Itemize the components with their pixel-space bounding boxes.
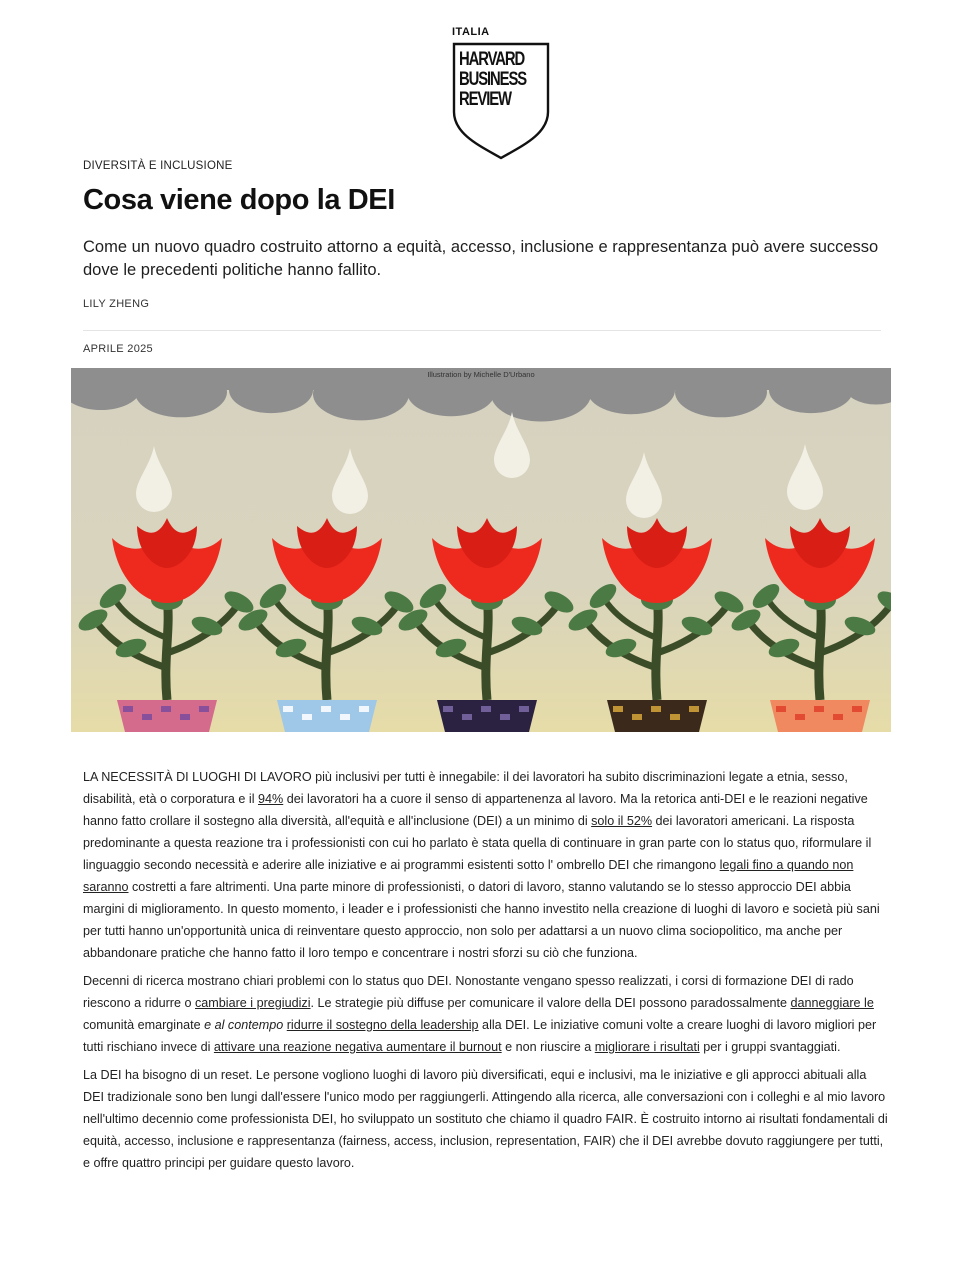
body-paragraph: [83, 970, 888, 1058]
inline-link[interactable]: 94%: [258, 792, 284, 806]
inline-link[interactable]: danneggiare le: [790, 996, 874, 1010]
hero-illustration: [71, 368, 891, 732]
inline-link[interactable]: attivare una reazione negativa aumentare il burnout: [213, 1040, 502, 1054]
body-text: alla DEI. Le iniziative comuni volte a creare luoghi di lavoro migliori per tutti rischiano invece di: [83, 1018, 877, 1054]
article-dek: Come un nuovo quadro costruito attorno a equità, accesso, inclusione e rappresentanza può avere successo dove le precedenti politiche hanno fallito.: [83, 238, 879, 279]
hbr-logo[interactable]: [452, 42, 550, 160]
article-author[interactable]: LILY ZHENG: [83, 298, 150, 310]
inline-link[interactable]: solo il 52%: [591, 814, 653, 828]
body-text: per i gruppi svantaggiati.: [699, 1040, 841, 1054]
article-kicker[interactable]: DIVERSITÀ E INCLUSIONE: [83, 160, 233, 172]
body-paragraph: [83, 766, 888, 964]
emphasis-text: e al contempo: [204, 1018, 284, 1032]
body-text: dei lavoratori ha a cuore il senso di appartenenza al lavoro. Ma la retorica anti-DEI e le reazioni negative hanno fatto crollare il sostegno alla diversità, all'equità e all'inclusione (DEI) a un minimo di: [83, 792, 868, 828]
article-title: Cosa viene dopo la DEI: [83, 184, 395, 216]
body-text: . Le strategie più diffuse per comunicare il valore della DEI possono paradossalmente: [310, 996, 791, 1010]
edition-label: ITALIA: [452, 26, 490, 38]
inline-link[interactable]: cambiare i pregiudizi: [195, 996, 311, 1010]
body-text: dei lavoratori americani. La risposta predominante a questa reazione tra i professionisti con cui ho parlato è stata quella di continuare in gran parte con lo status quo, riformulare il linguaggio secondo necessità e aderire alle iniziative e ai programmi esistenti sotto l' ombrello DEI che rimangono: [83, 814, 872, 872]
masthead: [452, 26, 552, 160]
body-text: La DEI ha bisogno di un reset. Le persone vogliono luoghi di lavoro più diversificati, equi e inclusivi, ma le iniziative e gli approcci abituali alla DEI tradizionale sono ben lungi dall'essere l'unico modo per raggiungerli. Attingendo alla ricerca, alle conversazioni con i colleghi e al mio lavoro nell'ultimo decennio come professionista DEI, ho sviluppato un sostituto che chiamo il quadro FAIR. È costruito intorno ai risultati fondamentali di equità, accesso, inclusione e rappresentanza (fairness, access, inclusion, representation, FAIR) che il DEI avrebbe dovuto raggiungere per tutti, e offre quattro principi per guidare questo lavoro.: [83, 1068, 888, 1170]
inline-link[interactable]: migliorare i risultati: [594, 1040, 700, 1054]
logo-line-1: HARVARD: [459, 49, 525, 70]
flowers-rain-illustration: [71, 368, 891, 732]
body-text: costretti a fare altrimenti. Una parte minore di professionisti, o datori di lavoro, stanno valutando se lo stesso approccio DEI abbia margini di miglioramento. In questo momento, i leader e i professionisti che hanno investito nella creazione di luoghi di lavoro e società più sani per tutti hanno un'opportunità unica di reinventare questo approccio, non solo per adattarsi a un nuovo clima sociopolitico, ma anche per abbandonare pratiche che hanno fatto il loro tempo e concentrare i nostri sforzi su ciò che funziona.: [83, 880, 880, 960]
article-date: APRILE 2025: [83, 343, 153, 355]
body-paragraph: [83, 1064, 888, 1174]
illustration-credit: Illustration by Michelle D'Urbano: [427, 370, 535, 379]
body-text: LA NECESSITÀ DI LUOGHI DI LAVORO più inclusivi per tutti è innegabile: il dei lavoratori ha subito discriminazioni legate a etnia, sesso, disabilità, età o corporatura e il: [83, 770, 848, 806]
inline-link[interactable]: ridurre il sostegno della leadership: [286, 1018, 479, 1032]
inline-link[interactable]: legali fino a quando non saranno: [83, 858, 854, 894]
logo-line-2: BUSINESS: [459, 69, 527, 90]
body-text: Decenni di ricerca mostrano chiari problemi con lo status quo DEI. Nonostante vengano spesso realizzati, i corsi di formazione DEI di rado riescono a ridurre o: [83, 974, 854, 1010]
article-body: [83, 766, 888, 1180]
header-divider: [83, 330, 881, 331]
body-text: e non riuscire a: [501, 1040, 595, 1054]
body-text: comunità emarginate: [83, 1018, 205, 1032]
logo-line-3: REVIEW: [459, 89, 511, 110]
